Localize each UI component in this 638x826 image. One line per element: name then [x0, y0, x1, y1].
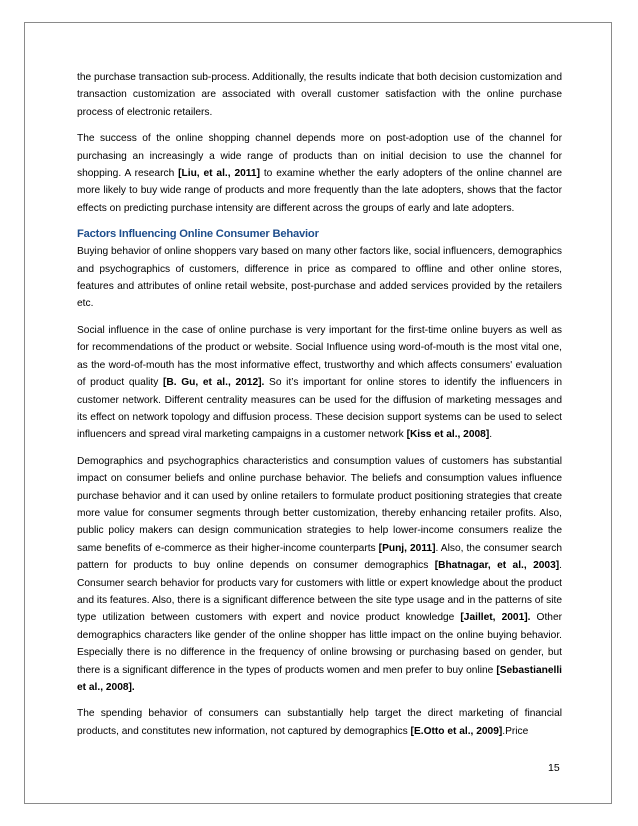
- paragraph-text: .Price: [502, 725, 529, 737]
- document-body: [77, 69, 562, 740]
- paragraph-text: The spending behavior of consumers can substantially help target the direct marketing of financial products, and constitutes new information, not captured by demographics: [77, 708, 562, 737]
- paragraph-text: Other demographics characters like gender of the online shopper has little impact on the online buying behavior. Especially there is no difference in the frequency of online browsing or purchasing based on gender, but there is a significant difference in the types of products women and men prefer to buy online: [77, 612, 563, 676]
- citation-sebastianelli: [Sebastianelli et al., 2008].: [77, 664, 562, 693]
- paragraph-text: . Also, the consumer search pattern for products to buy online depends on consumer demographics: [77, 542, 562, 572]
- citation-otto: [E.Otto et al., 2009]: [410, 725, 503, 737]
- paragraph-buying-behavior: Buying behavior of online shoppers vary based on many other factors like, social influencers, demographics and psychographics of customers, difference in price as compared to offline and other online stores, features and attributes of online retail website, post-purchase and added services provided by the retailers etc.: [77, 246, 562, 310]
- paragraph-spending-behavior: [77, 705, 562, 740]
- paragraph-text: . Consumer search behavior for products vary for customers with little or expert knowledge about the product and its features. Also, there is a significant difference between the site type usage and in the patterns of site type utilization between customers with expert and novice product knowledge: [77, 560, 562, 624]
- citation-liu: [Liu, et al., 2011]: [178, 168, 260, 180]
- paragraph-social-influence: [77, 322, 562, 444]
- paragraph-text: to examine whether the early adopters of the online channel are more likely to buy wide range of products and more frequently than the late adopters, shows that the factor effects on predicting purchase intensity are different across the groups of early and late adopters.: [77, 168, 563, 214]
- paragraph-customization: the purchase transaction sub-process. Additionally, the results indicate that both decision customization and transaction customization are associated with overall customer satisfaction with the online purchase process of electronic retailers.: [77, 72, 562, 118]
- paragraph-text: .: [489, 429, 493, 441]
- paragraph-post-adoption: [77, 130, 562, 217]
- citation-kiss: [Kiss et al., 2008]: [406, 429, 490, 441]
- citation-jaillet: [Jaillet, 2001].: [460, 612, 531, 624]
- paragraph-text: Social influence in the case of online purchase is very important for the first-time online buyers as well as for recommendations of the product or website. Social Influence using word-of-mouth is the most vital one, as the word-of-mouth has the most informative effect, trustworthy and which affects consumers' evaluation of product quality: [77, 324, 562, 389]
- citation-punj: [Punj, 2011]: [378, 542, 436, 554]
- paragraph-text: So it’s important for online stores to identify the influencers in customer network. Different centrality measures can be used for the diffusion of marketing messages and its effect on network topology and diffusion process. These decision support systems can be used to select influencers and spread viral marketing campaigns in a customer network: [77, 377, 562, 441]
- page-number: 15: [548, 762, 560, 774]
- citation-gu: [B. Gu, et al., 2012].: [162, 377, 265, 389]
- paragraph-text: Demographics and psychographics characteristics and consumption values of customers has substantial impact on consumer beliefs and online purchase behavior. The beliefs and consumption values influence purchase behavior and it can used by online retailers to formulate product positioning strategies that create more value for consumer segments through better customization, thereby enhancing retailer profits. Also, public policy makers can design communication strategies to help lower-income consumers realize the same benefits of e-commerce as their higher-income counterparts: [77, 455, 562, 554]
- citation-bhatnagar: [Bhatnagar, et al., 2003]: [434, 560, 560, 572]
- paragraph-text: The success of the online shopping channel depends more on post-adoption use of the channel for purchasing an increasingly a wide range of products than on initial decision to use the channel for shopping. A research: [77, 133, 562, 180]
- paragraph-demographics: [77, 453, 562, 697]
- section-heading: Factors Influencing Online Consumer Behavior: [77, 228, 319, 241]
